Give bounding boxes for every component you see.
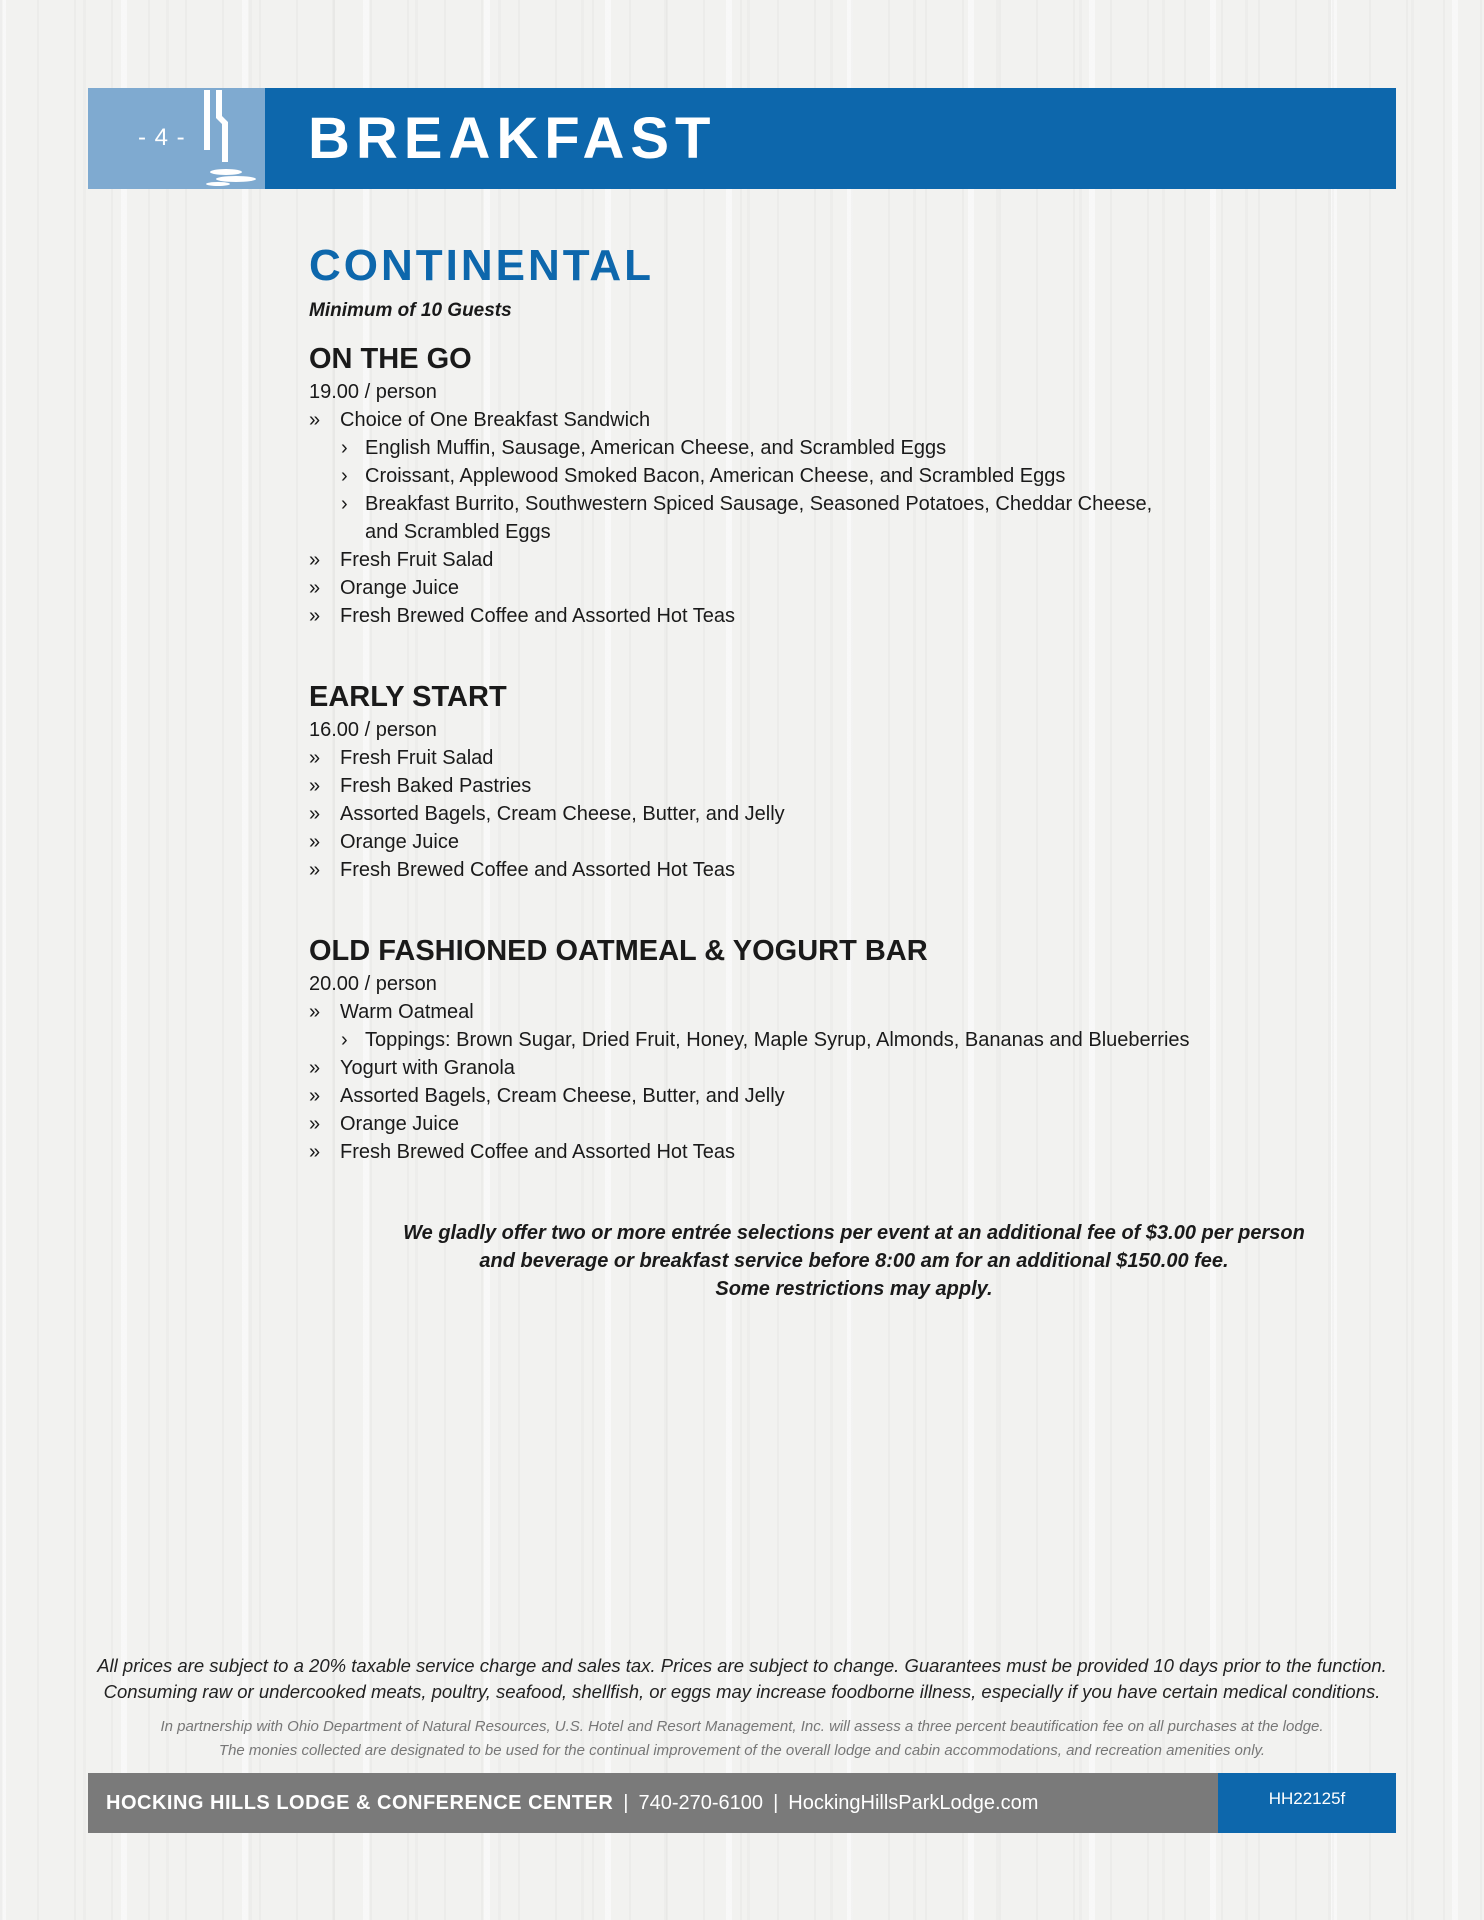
- partnership-note: [88, 1715, 1396, 1763]
- sub-bullet-marker: ›: [341, 493, 348, 515]
- package-price: 16.00 / person: [309, 719, 437, 741]
- bullet-marker: »: [309, 409, 321, 431]
- header-band: [88, 88, 1396, 189]
- notice-line: We gladly offer two or more entrée selections per event at an additional fee of $3.00 per person: [403, 1222, 1305, 1244]
- page-number: - 4 -: [138, 124, 186, 151]
- phone-number: 740-270-6100: [638, 1791, 764, 1814]
- bullet-marker: »: [309, 831, 321, 853]
- list-item: » Fresh Brewed Coffee and Assorted Hot Teas: [309, 856, 1309, 884]
- notice-line: and beverage or breakfast service before 8:00 am for an additional $150.00 fee.: [479, 1250, 1229, 1272]
- sub-list-item: › Croissant, Applewood Smoked Bacon, American Cheese, and Scrambled Eggs: [309, 462, 1309, 490]
- list-item: » Fresh Fruit Salad: [309, 744, 1309, 772]
- waterfall-icon: [196, 90, 258, 186]
- package-price: 20.00 / person: [309, 973, 437, 995]
- package-title: EARLY START: [309, 681, 507, 713]
- notice-line: Some restrictions may apply.: [715, 1278, 993, 1300]
- footer-contact: [88, 1773, 1218, 1833]
- page-title: BREAKFAST: [308, 106, 717, 171]
- package-early-start: [309, 678, 1309, 884]
- venue-name: HOCKING HILLS LODGE & CONFERENCE CENTER: [106, 1791, 614, 1814]
- bullet-marker: »: [309, 1085, 321, 1107]
- list-item: » Fresh Fruit Salad: [309, 546, 1309, 574]
- bullet-marker: »: [309, 747, 321, 769]
- disclaimer-line: All prices are subject to a 20% taxable service charge and sales tax. Prices are subject to change. Guarantees must be provided 10 days prior to the function.: [97, 1655, 1387, 1676]
- sub-list-item: › Toppings: Brown Sugar, Dried Fruit, Honey, Maple Syrup, Almonds, Bananas and Blueberries: [309, 1026, 1309, 1054]
- website-url: HockingHillsParkLodge.com: [788, 1791, 1039, 1814]
- bullet-marker: »: [309, 549, 321, 571]
- disclaimer-line: Consuming raw or undercooked meats, poultry, seafood, shellfish, or eggs may increase foodborne illness, especially if you have certain medical conditions.: [103, 1681, 1381, 1702]
- list-item: » Choice of One Breakfast Sandwich: [309, 406, 1309, 434]
- list-item: » Orange Juice: [309, 574, 1309, 602]
- package-on-the-go: [309, 340, 1309, 630]
- list-item: » Fresh Baked Pastries: [309, 772, 1309, 800]
- list-item: » Orange Juice: [309, 1110, 1309, 1138]
- footer-separator: |: [623, 1791, 629, 1814]
- list-item: » Assorted Bagels, Cream Cheese, Butter, and Jelly: [309, 1082, 1309, 1110]
- section-note: Minimum of 10 Guests: [309, 300, 512, 321]
- bullet-marker: »: [309, 803, 321, 825]
- menu-content: [309, 236, 1309, 1166]
- list-item: » Warm Oatmeal: [309, 998, 1309, 1026]
- bullet-marker: »: [309, 775, 321, 797]
- sub-bullet-marker: ›: [341, 437, 348, 459]
- service-notice: [309, 1219, 1399, 1303]
- bullet-marker: »: [309, 1113, 321, 1135]
- sub-list-item-continued: and Scrambled Eggs: [365, 521, 551, 543]
- sub-list-item: › English Muffin, Sausage, American Cheese, and Scrambled Eggs: [309, 434, 1309, 462]
- list-item: » Orange Juice: [309, 828, 1309, 856]
- sub-bullet-marker: ›: [341, 1029, 348, 1051]
- list-item: » Fresh Brewed Coffee and Assorted Hot Teas: [309, 1138, 1309, 1166]
- bullet-marker: »: [309, 859, 321, 881]
- package-price: 19.00 / person: [309, 381, 437, 403]
- list-item: » Yogurt with Granola: [309, 1054, 1309, 1082]
- pricing-disclaimer: [88, 1653, 1396, 1705]
- sub-list-item: › Breakfast Burrito, Southwestern Spiced Sausage, Seasoned Potatoes, Cheddar Cheese,: [309, 490, 1309, 518]
- bullet-marker: »: [309, 577, 321, 599]
- document-code: HH22125f: [1218, 1773, 1396, 1833]
- bullet-marker: »: [309, 605, 321, 627]
- partnership-line: In partnership with Ohio Department of Natural Resources, U.S. Hotel and Resort Management, Inc. will assess a three percent beautification fee on all purchases at the lodge.: [160, 1718, 1324, 1735]
- footer-separator: |: [773, 1791, 779, 1814]
- section-heading: CONTINENTAL: [309, 241, 655, 290]
- list-item: » Assorted Bagels, Cream Cheese, Butter, and Jelly: [309, 800, 1309, 828]
- footer-bar: [88, 1773, 1396, 1833]
- sub-bullet-marker: ›: [341, 465, 348, 487]
- title-bar: [265, 88, 1396, 189]
- package-title: OLD FASHIONED OATMEAL & YOGURT BAR: [309, 935, 928, 967]
- package-title: ON THE GO: [309, 343, 472, 375]
- bullet-marker: »: [309, 1001, 321, 1023]
- page-tab: [88, 88, 265, 189]
- package-oatmeal-yogurt-bar: [309, 932, 1309, 1166]
- list-item: » Fresh Brewed Coffee and Assorted Hot Teas: [309, 602, 1309, 630]
- bullet-marker: »: [309, 1057, 321, 1079]
- partnership-line: The monies collected are designated to be used for the continual improvement of the overall lodge and cabin accommodations, and recreation amenities only.: [218, 1742, 1266, 1759]
- bullet-marker: »: [309, 1141, 321, 1163]
